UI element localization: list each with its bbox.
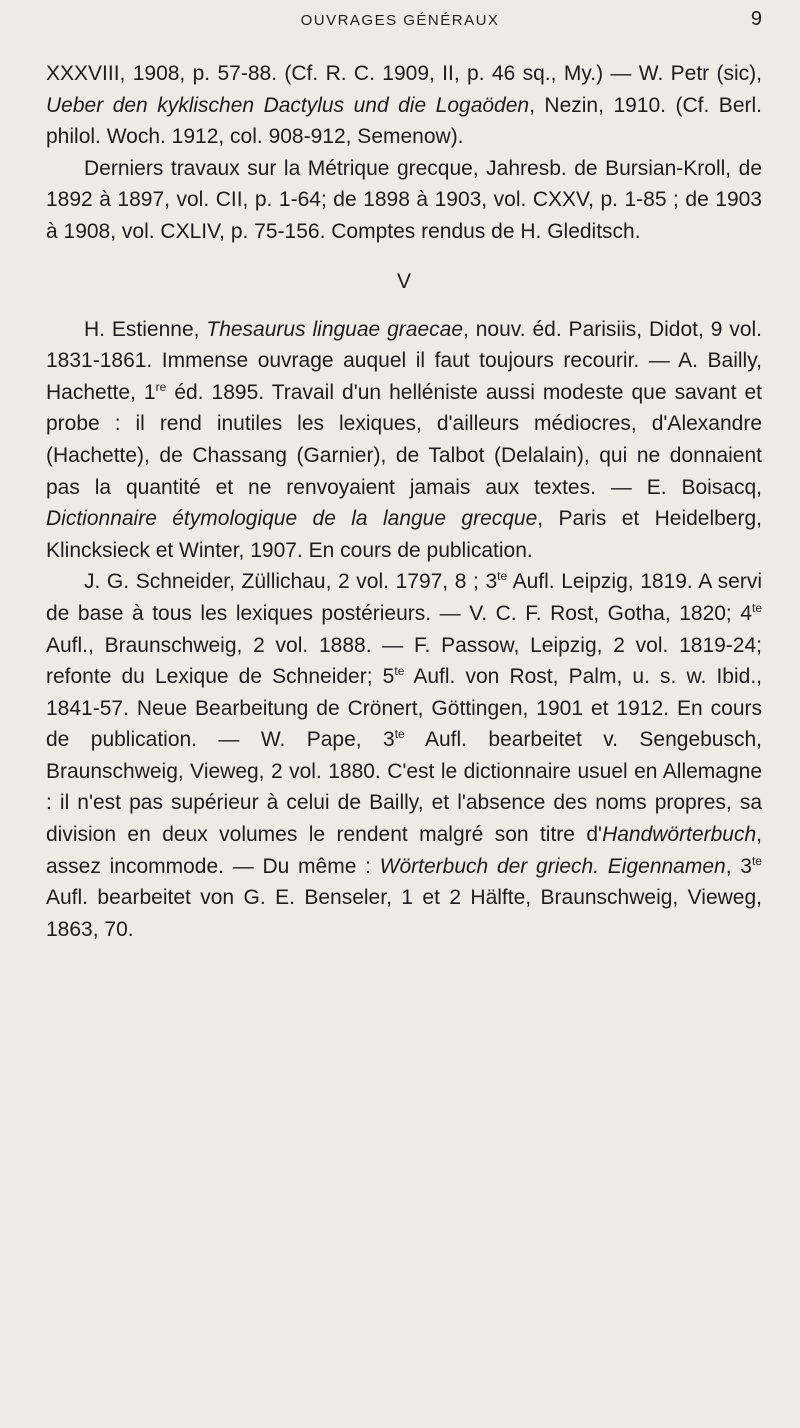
text-run: éd. 1895. Travail d'un helléniste aussi modeste que savant et probe : il rend inutiles les lexiques, d'ailleurs médiocres, d'Alexandre (Hachette), de Chassang (Garnier), de Talbot (Delalain), qui ne donnaient pas la quantité et ne renvoyaient jamais aux textes. — E. Boisacq,: [46, 380, 762, 499]
superscript: te: [751, 600, 762, 615]
text-run: H. Estienne,: [84, 317, 207, 341]
italic-title: Handwörterbuch: [602, 823, 757, 847]
paragraph: [46, 153, 762, 248]
text-run: Derniers travaux sur la Métrique grecque, Jahresb. de Bursian-Kroll, de 1892 à 1897, vol. CII, p. 1-64; de 1898 à 1903, vol. CXXV, p. 1-85 ; de 1903 à 1908, vol. CXLIV, p. 75-156. Comptes rendus de H. Gleditsch.: [46, 156, 762, 243]
text-run: , Paris et Heidelberg, Klincksieck et Winter, 1907. En cours de publication.: [46, 507, 762, 562]
italic-title: Wörterbuch der griech. Eigennamen: [379, 854, 726, 878]
superscript: re: [155, 379, 167, 394]
italic-title: Dictionnaire étymologique de la langue grecque: [46, 507, 538, 531]
text-run: , nouv. éd. Parisiis, Didot, 9 vol. 1831-1861. Immense ouvrage auquel il faut toujours recourir. — A. Bailly, Hachette, 1: [46, 317, 762, 404]
section-heading: V: [396, 269, 411, 293]
text-run: Aufl. Leipzig, 1819. A servi de base à tous les lexiques postérieurs. — V. C. F. Rost, Gotha, 1820; 4: [46, 570, 762, 625]
text-run: , 3: [725, 854, 752, 878]
paragraph: [46, 314, 762, 567]
italic-title: Thesaurus linguae graecae: [206, 317, 464, 341]
superscript: te: [394, 727, 405, 742]
superscript: te: [751, 853, 762, 868]
italic-title: Ueber den kyklischen Dactylus und die Logaöden: [46, 93, 530, 117]
page-number: 9: [750, 8, 762, 30]
text-run: Aufl., Braunschweig, 2 vol. 1888. — F. Passow, Leipzig, 2 vol. 1819-24; refonte du Lexique de Schneider; 5: [46, 633, 762, 689]
text-run: J. G. Schneider, Züllichau, 2 vol. 1797, 8 ; 3: [84, 570, 498, 594]
superscript: te: [394, 664, 405, 679]
text-run: XXXVIII, 1908, p. 57-88. (Cf. R. C. 1909, II, p. 46 sq., My.) — W. Petr (sic),: [46, 62, 762, 85]
paragraph: [46, 58, 762, 153]
paragraph: [46, 566, 762, 945]
text-run: Aufl. von Rost, Palm, u. s. w. Ibid., 1841-57. Neue Bearbeitung de Crönert, Göttingen, 1901 et 1912. En cours de publication. — W. Pape, 3: [46, 665, 762, 752]
text-run: Aufl. bearbeitet von G. E. Benseler, 1 et 2 Hälfte, Braunschweig, Vieweg, 1863, 70.: [46, 886, 762, 941]
text-run: , Nezin, 1910. (Cf. Berl. philol. Woch. 1912, col. 908-912, Semenow).: [46, 93, 762, 149]
page-header: [0, 8, 800, 38]
superscript: te: [497, 569, 508, 584]
text-run: Aufl. bearbeitet v. Sengebusch, Braunschweig, Vieweg, 2 vol. 1880. C'est le dictionnaire usuel en Allemagne : il n'est pas supérieur à celui de Bailly, et l'absence des noms propres, sa division en deux volumes le rendent malgré son titre d': [46, 728, 762, 847]
page-body: [46, 58, 762, 945]
text-run: , assez incommode. — Du même :: [46, 823, 762, 878]
running-title: OUVRAGES GÉNÉRAUX: [300, 12, 500, 29]
